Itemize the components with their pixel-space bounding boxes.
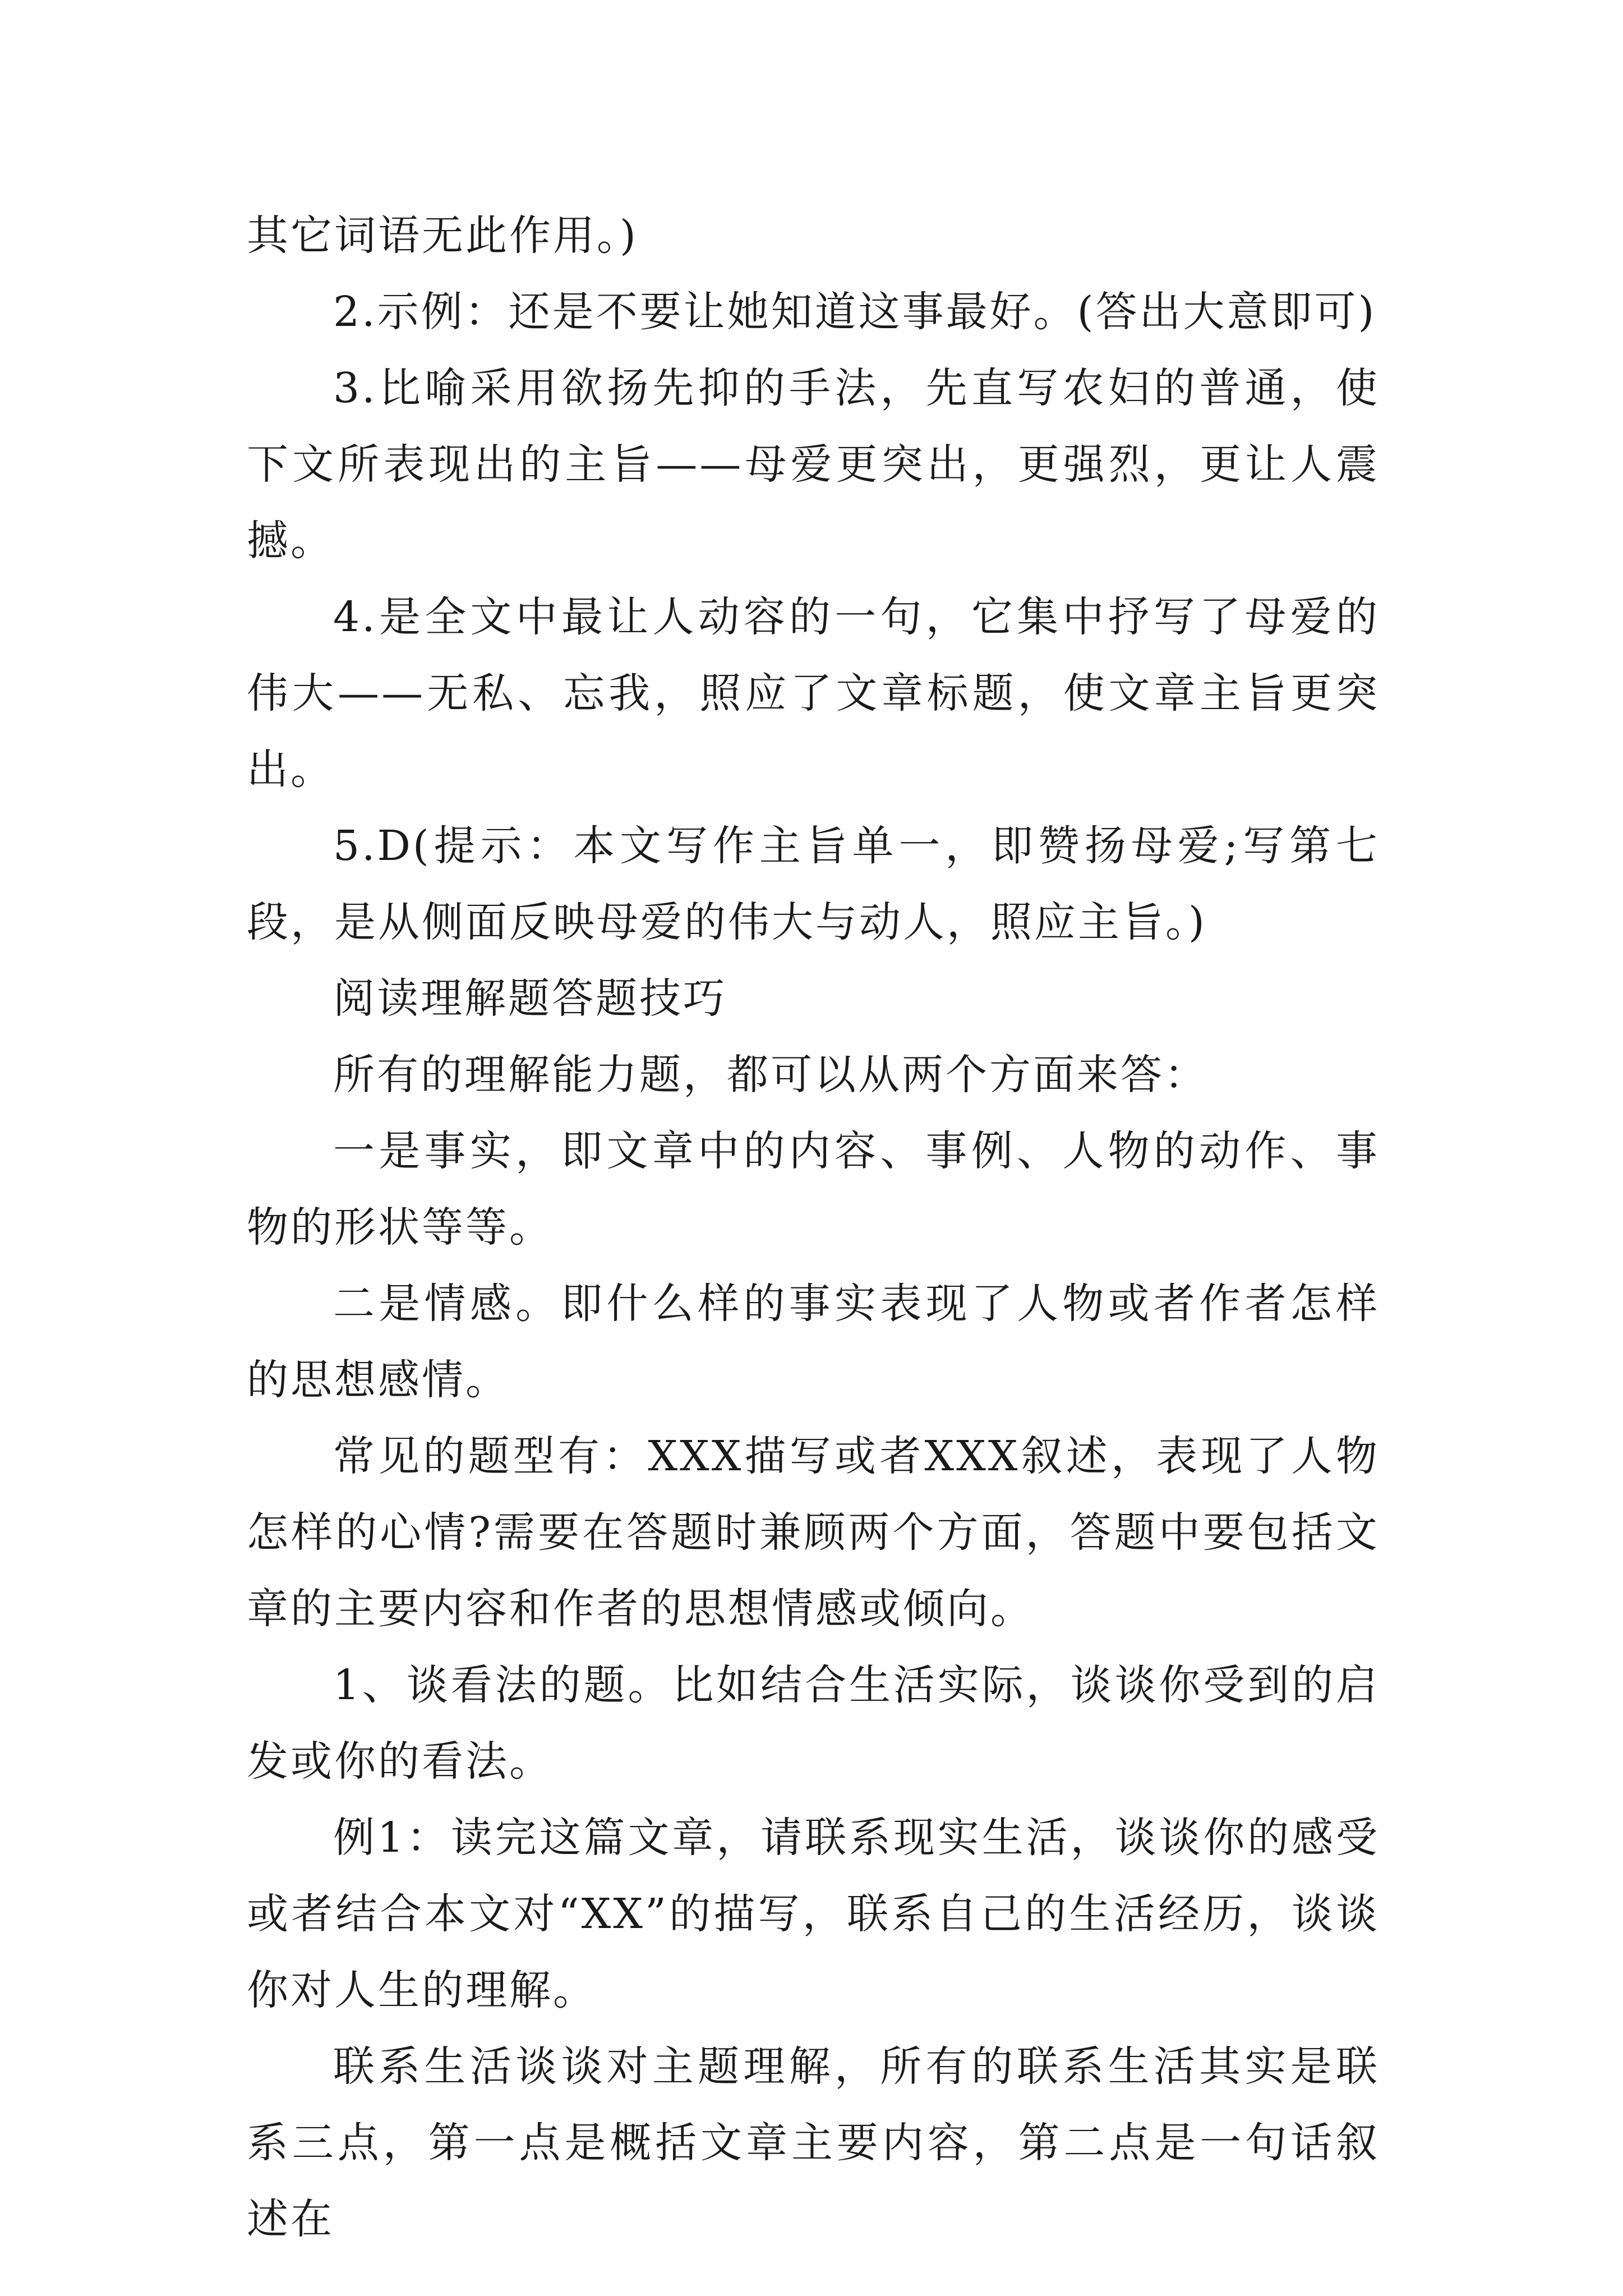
paragraph: 常见的题型有：XXX描写或者XXX叙述，表现了人物怎样的心情?需要在答题时兼顾两个方面，答题中要包括文章的主要内容和作者的思想情感或倾向。 [247, 1432, 1380, 1633]
answer-2: 2.示例：还是不要让她知道这事最好。(答出大意即可) [333, 288, 1377, 336]
answer-4: 4.是全文中最让人动容的一句，它集中抒写了母爱的伟大——无私、忘我，照应了文章标题，使文章主旨更突出。 [247, 593, 1380, 794]
paragraph: 所有的理解能力题，都可以从两个方面来答： [333, 1051, 1208, 1099]
paragraph: 例1：读完这篇文章，请联系现实生活，谈谈你的感受或者结合本文对“XX”的描写，联系自己的生活经历，谈谈你对人生的理解。 [247, 1814, 1380, 2014]
section-heading: 阅读理解题答题技巧 [333, 974, 727, 1023]
paragraph-continuation: 其它词语无此作用。) [247, 211, 638, 260]
paragraph: 一是事实，即文章中的内容、事例、人物的动作、事物的形状等等。 [247, 1127, 1380, 1251]
paragraph: 联系生活谈谈对主题理解，所有的联系生活其实是联系三点，第一点是概括文章主要内容，第二点是一句话叙述在 [247, 2042, 1380, 2243]
document-body [247, 197, 1380, 2257]
paragraph: 1、谈看法的题。比如结合生活实际，谈谈你受到的启发或你的看法。 [247, 1661, 1380, 1786]
answer-5: 5.D(提示：本文写作主旨单一，即赞扬母爱;写第七段，是从侧面反映母爱的伟大与动人，照应主旨。) [247, 822, 1380, 946]
answer-3: 3.比喻采用欲扬先抑的手法，先直写农妇的普通，使下文所表现出的主旨——母爱更突出，更强烈，更让人震撼。 [247, 364, 1380, 565]
paragraph: 二是情感。即什么样的事实表现了人物或者作者怎样的思想感情。 [247, 1280, 1380, 1404]
